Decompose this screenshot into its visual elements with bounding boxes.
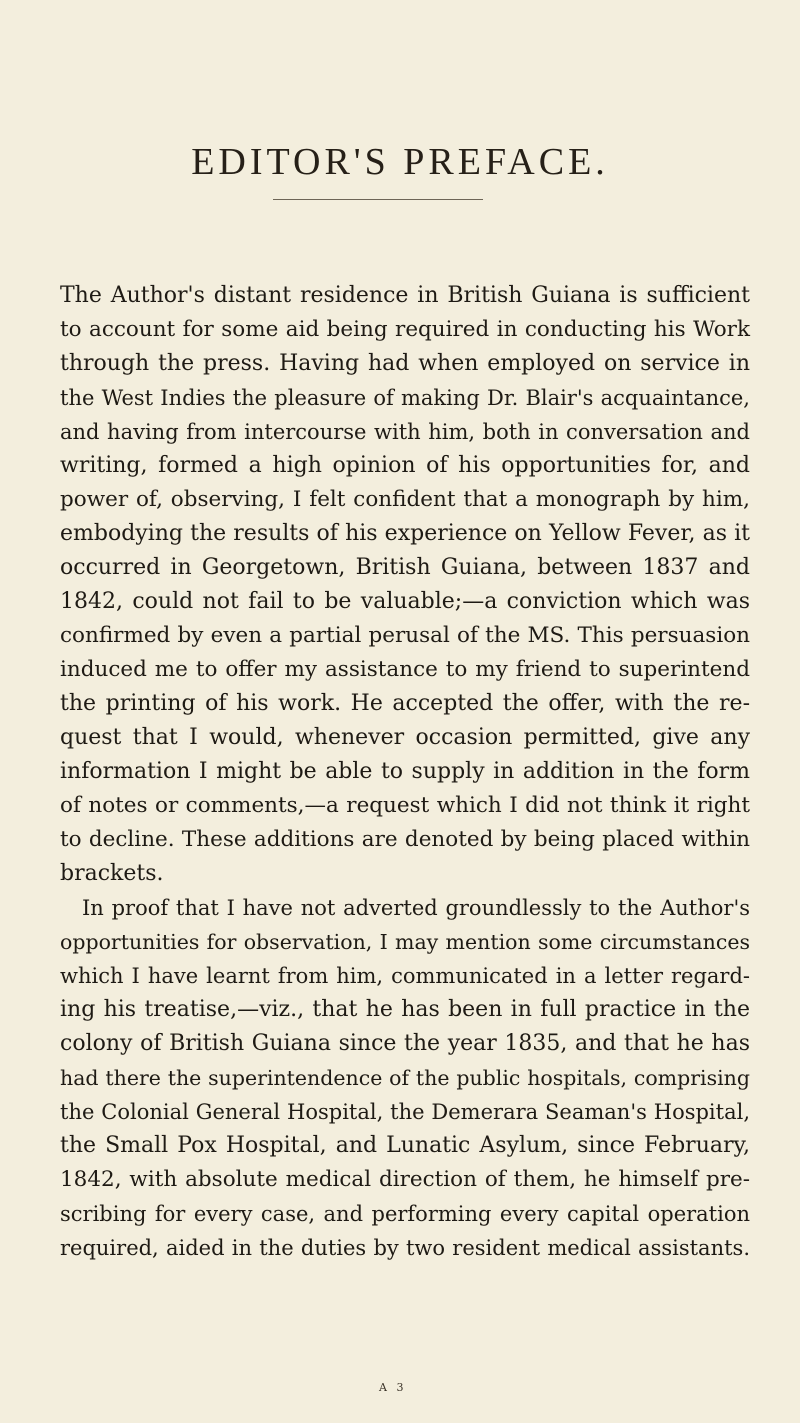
- text-line: the printing of his work. He accepted the offer, with the re-: [60, 691, 750, 716]
- text-line: writing, formed a high opinion of his opportunities for, and: [60, 453, 750, 478]
- text-line: induced me to offer my assistance to my friend to superintend: [60, 657, 750, 682]
- page-title: EDITOR'S PREFACE.: [191, 141, 609, 183]
- text-line: to decline. These additions are denoted by being placed within: [60, 827, 750, 852]
- text-line: which I have learnt from him, communicated in a letter regard-: [60, 964, 750, 988]
- text-line: 1842, with absolute medical direction of them, he himself pre-: [60, 1167, 750, 1192]
- text-line: had there the superintendence of the public hospitals, comprising: [60, 1066, 750, 1090]
- text-line: confirmed by even a partial perusal of the MS. This persuasion: [60, 623, 750, 648]
- text-line: power of, observing, I felt confident that a monograph by him,: [60, 487, 750, 512]
- text-line: the Small Pox Hospital, and Lunatic Asylum, since February,: [60, 1133, 750, 1158]
- text-line: quest that I would, whenever occasion permitted, give any: [60, 725, 750, 750]
- title-divider: [273, 199, 483, 200]
- text-line: information I might be able to supply in addition in the form: [60, 759, 750, 784]
- signature-mark: A 3: [379, 1381, 407, 1394]
- paragraph-2: [60, 891, 750, 1265]
- text-line: The Author's distant residence in British Guiana is sufficient: [60, 283, 750, 308]
- text-line: embodying the results of his experience on Yellow Fever, as it: [60, 521, 750, 546]
- text-line: required, aided in the duties by two resident medical assistants.: [60, 1236, 750, 1260]
- text-line: brackets.: [60, 861, 164, 886]
- text-line: ing his treatise,—viz., that he has been in full practice in the: [60, 997, 750, 1022]
- text-line: and having from intercourse with him, both in conversation and: [60, 420, 750, 444]
- text-line: of notes or comments,—a request which I did not think it right: [60, 793, 750, 818]
- text-line: In proof that I have not adverted groundlessly to the Author's: [82, 896, 750, 920]
- text-line: scribing for every case, and performing every capital operation: [60, 1202, 750, 1226]
- text-line: the Colonial General Hospital, the Demerara Seaman's Hospital,: [60, 1100, 750, 1124]
- text-line: 1842, could not fail to be valuable;—a conviction which was: [60, 589, 750, 614]
- text-line: to account for some aid being required in conducting his Work: [60, 317, 750, 342]
- text-line: the West Indies the pleasure of making Dr. Blair's acquaintance,: [60, 386, 750, 410]
- text-line: through the press. Having had when employed on service in: [60, 351, 750, 376]
- text-line: opportunities for observation, I may mention some circumstances: [60, 930, 750, 954]
- text-line: colony of British Guiana since the year 1835, and that he has: [60, 1031, 750, 1056]
- paragraph-1: [60, 279, 750, 891]
- text-line: occurred in Georgetown, British Guiana, between 1837 and: [60, 555, 750, 580]
- preface-body: [60, 279, 750, 1265]
